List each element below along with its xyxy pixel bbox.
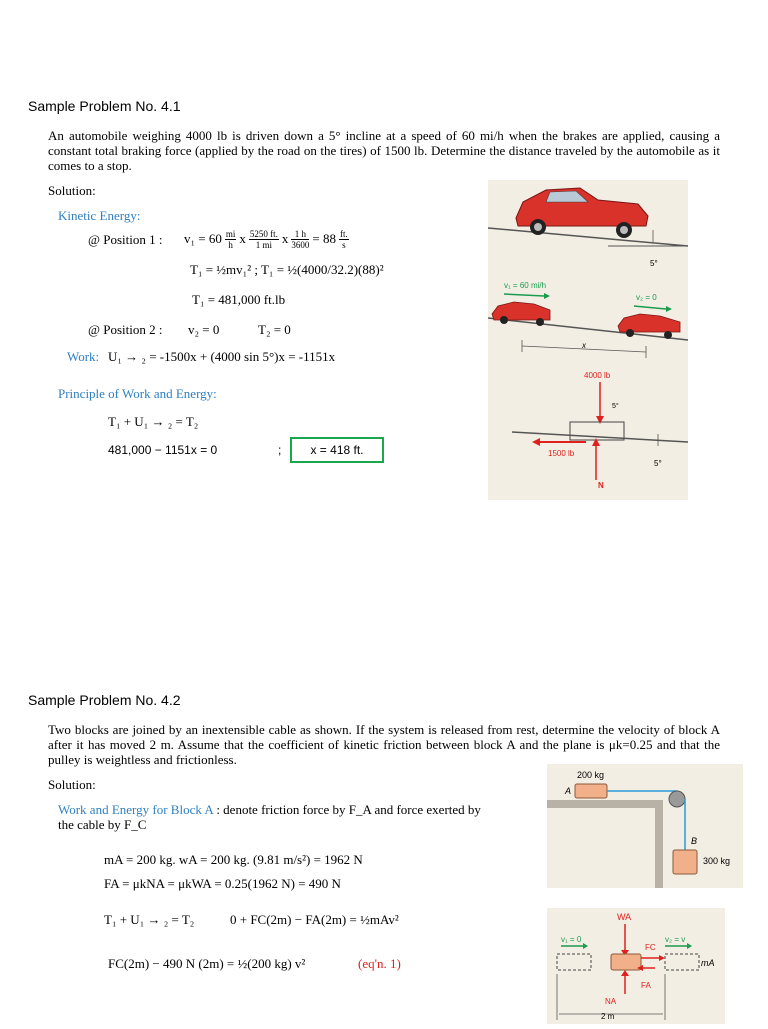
friction-equation: FA = μkNA = μkWA = 0.25(1962 N) = 490 N [104,876,341,891]
block-a-fbd-figure [547,908,725,1024]
fc-label: FC [645,943,656,952]
v1-fraction-ft-mi: $\frac{5250 ft.}{1 mi}$ [249,228,278,250]
v2-equation: v₂ = 0 [188,322,220,337]
problem-1-statement: An automobile weighing 4000 lb is driven down a 5° incline at a speed of 60 mi/h when the brakes are applied, causing a constant total braking force (applied by the road on the tires) of 1500 lb. Determine the distance traveled by the automobile as it comes to a stop. [48,128,720,173]
position-1-label: @ Position 1 : [88,232,163,247]
problem-2-statement: Two blocks are joined by an inextensible cable as shown. If the system is released from rest, determine the velocity of block A after it has moved 2 m. Assume that the coefficient of kinetic friction between block A and the plane is μk=0.25 and that the pulley is weightless and frictionless. [48,722,720,767]
v2-label: v₂ = 0 [636,293,657,302]
answer-box: x = 418 ft. [290,437,384,463]
ma-label: mA [701,958,715,968]
v1-zero-label: v₁ = 0 [561,935,582,944]
equation-1-tag: (eq'n. 1) [358,956,401,971]
work-label: Work: [67,349,100,364]
principle-equation-2-rhs: 0 + FC(2m) − FA(2m) = ½mAv² [230,912,399,927]
incline-car-diagram [488,180,688,500]
v1-times-1: x [239,231,246,246]
mass-b-label: 300 kg [703,856,731,866]
block-b-label: B [691,836,698,846]
mass-equation: mA = 200 kg. wA = 200 kg. (9.81 m/s²) = 1962 N [104,852,363,867]
block-a-fbd [611,954,641,970]
block-a-label: A [565,786,572,796]
table-top [547,800,663,808]
block-a-end-outline [665,954,699,970]
work-energy-description: : denote friction force by F_A and force exerted by the cable by F_C [58,802,481,832]
v1-fraction-mi-h: $\frac{mi}{h}$ [225,228,236,250]
work-energy-label: Work and Energy for Block A [58,802,214,817]
weight-label: 4000 lb [584,371,611,380]
t1-value: T₁ = 481,000 ft.lb [192,292,286,307]
problem-1-heading: Sample Problem No. 4.1 [28,98,181,114]
v1-fraction-ft-s: $\frac{ft.}{s}$ [339,228,348,250]
v2-v-label: v₂ = v [665,935,686,944]
position-2-label: @ Position 2 : [88,322,163,337]
equation-1: FC(2m) − 490 N (2m) = ½(200 kg) v² [108,956,306,971]
brake-force-label: 1500 lb [548,449,575,458]
big-car-icon [516,188,648,238]
top-incline-line [488,228,688,246]
bottom-angle-label: 5° [654,459,662,468]
principle-equation-1: T₁ + U₁ → ₂ = T₂ [108,414,199,429]
block-a-start-outline [557,954,591,970]
small-car-1-icon [492,302,550,326]
table-leg [655,800,663,888]
x-dimension-label: x [582,341,586,350]
principle-label-1: Principle of Work and Energy: [58,386,217,401]
top-angle-label: 5° [650,259,658,268]
principle-equation-2-lhs: T₁ + U₁ → ₂ = T₂ [104,912,195,927]
pulley-system-figure [547,764,743,888]
mid-angle-label: 5° [612,403,619,410]
block-b [673,850,697,874]
mass-a-label: 200 kg [577,770,605,780]
final-equation: 481,000 − 1151x = 0 [108,443,218,457]
semicolon: ; [278,443,282,457]
t1-equation: T₁ = ½mv₁² ; T₁ = ½(4000/32.2)(88)² [190,262,384,277]
kinetic-energy-label: Kinetic Energy: [58,208,141,223]
block-a-fbd-diagram [547,908,725,1024]
problem-2-heading: Sample Problem No. 4.2 [28,692,181,708]
na-label: NA [605,997,617,1006]
solution-label-2: Solution: [48,777,96,792]
pulley-system-diagram [547,764,743,888]
v1-equation [184,226,349,252]
block-a [575,784,607,798]
work-equation: U₁ → ₂ = -1500x + (4000 sin 5°)x = -1151x [108,349,336,364]
distance-label: 2 m [601,1012,615,1021]
v1-equals: = 88 [312,231,336,246]
pulley-wheel [669,791,685,807]
v1-lhs: v₁ = 60 [184,231,222,246]
normal-force-label: N [598,481,604,490]
work-energy-block-a [58,802,494,832]
t2-equation: T₂ = 0 [258,322,291,337]
v1-label: v₁ = 60 mi/h [504,281,547,290]
solution-label-1: Solution: [48,183,96,198]
v1-fraction-h-s: $\frac{1 h}{3600}$ [291,228,310,250]
incline-car-figure [488,180,688,500]
v1-times-2: x [281,231,289,246]
fa-label: FA [641,981,651,990]
weight-a-label: WA [617,912,632,922]
